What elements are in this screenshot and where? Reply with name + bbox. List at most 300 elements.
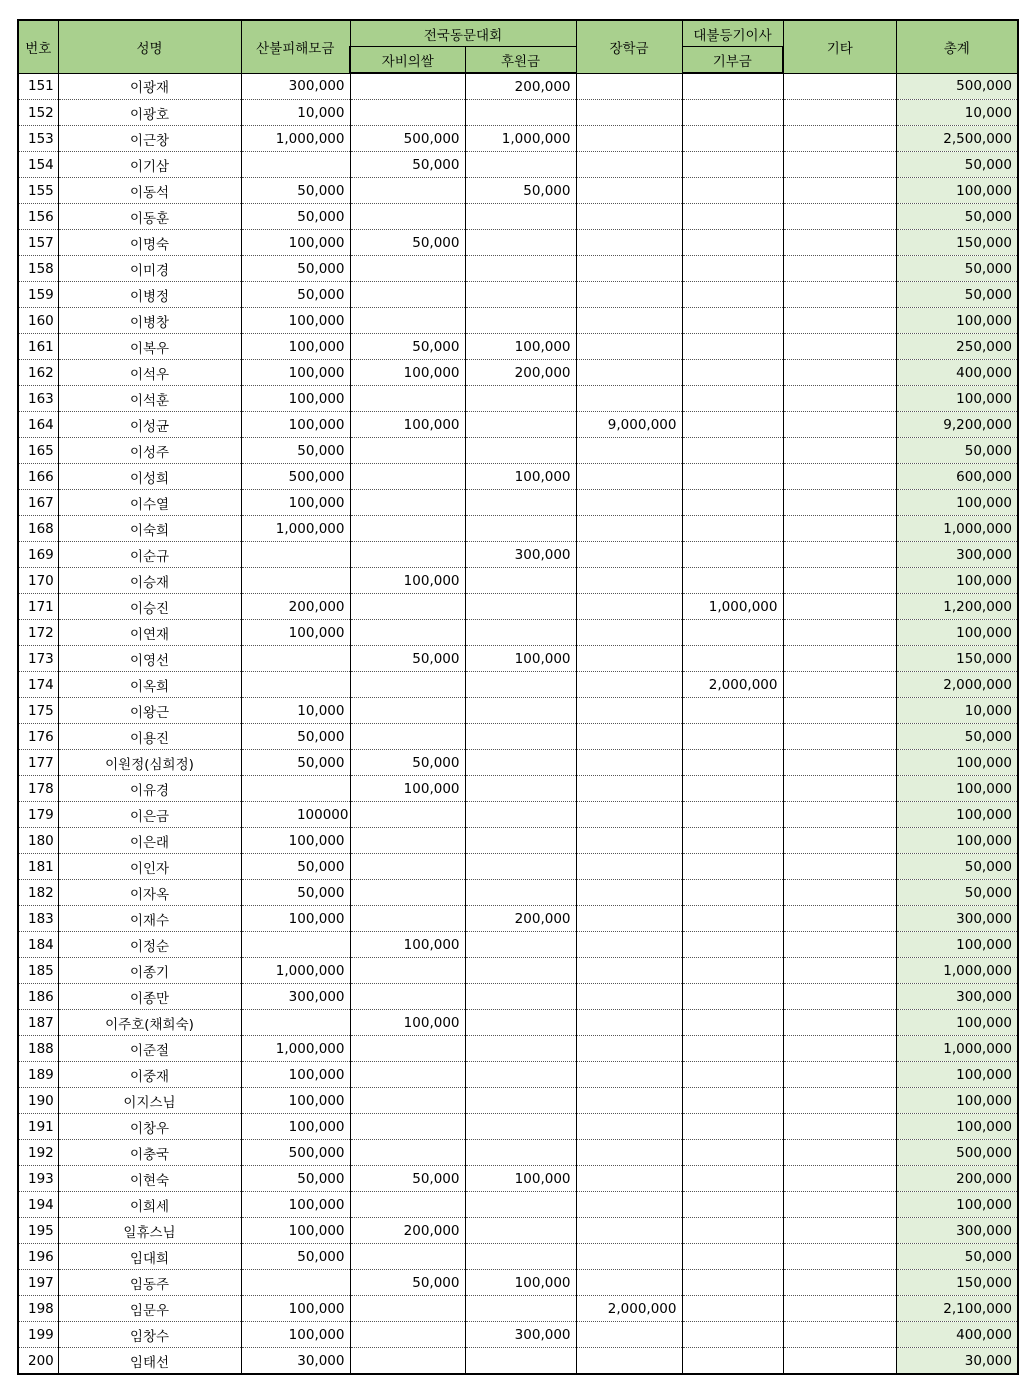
cell-scholarship — [576, 1036, 682, 1062]
cell-scholarship — [576, 1348, 682, 1375]
cell-name: 이유경 — [58, 776, 241, 802]
table-row — [18, 698, 1018, 724]
cell-donation — [682, 334, 783, 360]
cell-rice — [350, 1192, 465, 1218]
cell-scholarship — [576, 308, 682, 334]
cell-no: 175 — [18, 698, 58, 724]
cell-no: 166 — [18, 464, 58, 490]
cell-rice: 50,000 — [350, 230, 465, 256]
cell-donation — [682, 906, 783, 932]
cell-name: 이승진 — [58, 594, 241, 620]
cell-name: 이은래 — [58, 828, 241, 854]
cell-rice — [350, 1244, 465, 1270]
cell-fund: 200,000 — [241, 594, 350, 620]
cell-name: 이병정 — [58, 282, 241, 308]
cell-scholarship — [576, 230, 682, 256]
header-no: 번호 — [18, 20, 58, 73]
cell-other — [783, 126, 896, 152]
cell-name: 이종기 — [58, 958, 241, 984]
cell-donation — [682, 1348, 783, 1375]
cell-donation — [682, 724, 783, 750]
cell-scholarship — [576, 1088, 682, 1114]
cell-donation — [682, 178, 783, 204]
table-row — [18, 828, 1018, 854]
table-row — [18, 386, 1018, 412]
cell-support — [465, 854, 576, 880]
cell-other — [783, 1036, 896, 1062]
cell-total: 300,000 — [896, 906, 1018, 932]
cell-support — [465, 880, 576, 906]
cell-other — [783, 750, 896, 776]
cell-scholarship — [576, 906, 682, 932]
cell-fund: 500,000 — [241, 1140, 350, 1166]
cell-support: 100,000 — [465, 1166, 576, 1192]
header-total: 총계 — [896, 20, 1018, 73]
cell-name: 이동훈 — [58, 204, 241, 230]
cell-total: 50,000 — [896, 880, 1018, 906]
cell-fund: 50,000 — [241, 854, 350, 880]
cell-name: 임창수 — [58, 1322, 241, 1348]
cell-donation — [682, 412, 783, 438]
cell-no: 198 — [18, 1296, 58, 1322]
cell-total: 30,000 — [896, 1348, 1018, 1375]
cell-other — [783, 854, 896, 880]
cell-fund — [241, 1270, 350, 1296]
cell-no: 190 — [18, 1088, 58, 1114]
cell-fund: 1,000,000 — [241, 1036, 350, 1062]
cell-total: 150,000 — [896, 230, 1018, 256]
cell-rice — [350, 672, 465, 698]
table-row — [18, 854, 1018, 880]
cell-fund: 100,000 — [241, 1062, 350, 1088]
cell-fund: 1,000,000 — [241, 126, 350, 152]
header-rice: 자비의쌀 — [350, 47, 465, 74]
cell-total: 300,000 — [896, 984, 1018, 1010]
cell-total: 100,000 — [896, 386, 1018, 412]
table-row — [18, 1010, 1018, 1036]
table-row — [18, 1088, 1018, 1114]
cell-support — [465, 516, 576, 542]
cell-total: 100,000 — [896, 1062, 1018, 1088]
cell-scholarship — [576, 516, 682, 542]
cell-total: 50,000 — [896, 282, 1018, 308]
cell-no: 157 — [18, 230, 58, 256]
cell-rice — [350, 1348, 465, 1375]
cell-donation — [682, 1192, 783, 1218]
cell-rice: 100,000 — [350, 360, 465, 386]
cell-rice — [350, 1296, 465, 1322]
cell-fund: 300,000 — [241, 984, 350, 1010]
cell-no: 155 — [18, 178, 58, 204]
cell-other — [783, 438, 896, 464]
cell-no: 178 — [18, 776, 58, 802]
cell-no: 154 — [18, 152, 58, 178]
cell-scholarship — [576, 360, 682, 386]
cell-name: 이미경 — [58, 256, 241, 282]
cell-scholarship — [576, 1270, 682, 1296]
cell-fund: 50,000 — [241, 438, 350, 464]
cell-scholarship — [576, 880, 682, 906]
cell-no: 174 — [18, 672, 58, 698]
cell-other — [783, 646, 896, 672]
cell-donation — [682, 828, 783, 854]
cell-donation — [682, 308, 783, 334]
cell-support — [465, 1062, 576, 1088]
cell-support — [465, 490, 576, 516]
cell-total: 1,000,000 — [896, 1036, 1018, 1062]
cell-name: 이동석 — [58, 178, 241, 204]
cell-other — [783, 412, 896, 438]
cell-other — [783, 1296, 896, 1322]
table-row — [18, 334, 1018, 360]
cell-scholarship — [576, 854, 682, 880]
cell-other — [783, 360, 896, 386]
cell-donation — [682, 1140, 783, 1166]
cell-donation — [682, 256, 783, 282]
cell-name: 이자옥 — [58, 880, 241, 906]
cell-no: 183 — [18, 906, 58, 932]
cell-rice — [350, 516, 465, 542]
cell-name: 이성희 — [58, 464, 241, 490]
cell-scholarship — [576, 1166, 682, 1192]
cell-name: 이원정(심희정) — [58, 750, 241, 776]
cell-other — [783, 73, 896, 100]
cell-no: 169 — [18, 542, 58, 568]
cell-fund: 100,000 — [241, 1114, 350, 1140]
cell-total: 100,000 — [896, 1192, 1018, 1218]
cell-name: 이승재 — [58, 568, 241, 594]
cell-support — [465, 1010, 576, 1036]
cell-name: 이기삼 — [58, 152, 241, 178]
cell-fund: 100,000 — [241, 308, 350, 334]
cell-no: 196 — [18, 1244, 58, 1270]
cell-other — [783, 724, 896, 750]
cell-total: 2,500,000 — [896, 126, 1018, 152]
cell-fund: 50,000 — [241, 178, 350, 204]
cell-no: 152 — [18, 100, 58, 126]
cell-donation — [682, 802, 783, 828]
table-row — [18, 256, 1018, 282]
cell-no: 158 — [18, 256, 58, 282]
cell-other — [783, 256, 896, 282]
cell-scholarship — [576, 1140, 682, 1166]
cell-support: 1,000,000 — [465, 126, 576, 152]
cell-total: 100,000 — [896, 750, 1018, 776]
cell-support — [465, 412, 576, 438]
cell-other — [783, 1088, 896, 1114]
cell-total: 250,000 — [896, 334, 1018, 360]
cell-support — [465, 1296, 576, 1322]
cell-name: 이현숙 — [58, 1166, 241, 1192]
cell-support: 100,000 — [465, 334, 576, 360]
cell-total: 1,200,000 — [896, 594, 1018, 620]
cell-support: 100,000 — [465, 464, 576, 490]
cell-support — [465, 386, 576, 412]
cell-rice — [350, 906, 465, 932]
cell-fund: 300,000 — [241, 73, 350, 100]
cell-donation — [682, 646, 783, 672]
cell-total: 100,000 — [896, 1114, 1018, 1140]
cell-no: 186 — [18, 984, 58, 1010]
cell-donation — [682, 360, 783, 386]
cell-donation — [682, 204, 783, 230]
table-row — [18, 724, 1018, 750]
cell-support — [465, 1218, 576, 1244]
cell-donation — [682, 464, 783, 490]
cell-support — [465, 100, 576, 126]
cell-support: 100,000 — [465, 1270, 576, 1296]
cell-scholarship — [576, 646, 682, 672]
cell-donation: 2,000,000 — [682, 672, 783, 698]
cell-name: 이충국 — [58, 1140, 241, 1166]
cell-rice: 50,000 — [350, 334, 465, 360]
cell-no: 151 — [18, 73, 58, 100]
cell-donation — [682, 1296, 783, 1322]
cell-total: 100,000 — [896, 776, 1018, 802]
table-row — [18, 1270, 1018, 1296]
cell-no: 195 — [18, 1218, 58, 1244]
table-row — [18, 984, 1018, 1010]
cell-donation — [682, 958, 783, 984]
table-row — [18, 1036, 1018, 1062]
cell-name: 이인자 — [58, 854, 241, 880]
cell-no: 170 — [18, 568, 58, 594]
cell-scholarship — [576, 1010, 682, 1036]
cell-scholarship — [576, 542, 682, 568]
cell-other — [783, 958, 896, 984]
cell-donation — [682, 1218, 783, 1244]
cell-name: 이수열 — [58, 490, 241, 516]
cell-rice: 500,000 — [350, 126, 465, 152]
cell-no: 188 — [18, 1036, 58, 1062]
cell-fund — [241, 646, 350, 672]
cell-rice: 100,000 — [350, 932, 465, 958]
header-donation: 기부금 — [682, 47, 783, 74]
cell-rice — [350, 464, 465, 490]
cell-total: 100,000 — [896, 1010, 1018, 1036]
cell-rice: 100,000 — [350, 568, 465, 594]
table-row — [18, 1296, 1018, 1322]
cell-scholarship — [576, 672, 682, 698]
cell-no: 181 — [18, 854, 58, 880]
cell-donation — [682, 126, 783, 152]
cell-total: 50,000 — [896, 854, 1018, 880]
cell-support — [465, 1192, 576, 1218]
table-header — [18, 20, 1018, 73]
cell-name: 이성균 — [58, 412, 241, 438]
cell-name: 이종만 — [58, 984, 241, 1010]
cell-scholarship — [576, 1244, 682, 1270]
cell-rice — [350, 802, 465, 828]
cell-other — [783, 204, 896, 230]
cell-total: 50,000 — [896, 256, 1018, 282]
cell-rice: 50,000 — [350, 1166, 465, 1192]
cell-support — [465, 672, 576, 698]
cell-other — [783, 1062, 896, 1088]
table-row — [18, 282, 1018, 308]
cell-name: 이성주 — [58, 438, 241, 464]
table-row — [18, 646, 1018, 672]
cell-rice — [350, 1114, 465, 1140]
cell-other — [783, 542, 896, 568]
cell-other — [783, 568, 896, 594]
table-row — [18, 568, 1018, 594]
cell-total: 50,000 — [896, 204, 1018, 230]
cell-rice — [350, 282, 465, 308]
cell-scholarship: 2,000,000 — [576, 1296, 682, 1322]
cell-donation — [682, 1166, 783, 1192]
cell-scholarship — [576, 100, 682, 126]
cell-total: 150,000 — [896, 1270, 1018, 1296]
cell-support: 300,000 — [465, 542, 576, 568]
cell-support: 100,000 — [465, 646, 576, 672]
cell-donation — [682, 1010, 783, 1036]
table-row — [18, 178, 1018, 204]
cell-support — [465, 698, 576, 724]
table-row — [18, 1348, 1018, 1375]
cell-no: 172 — [18, 620, 58, 646]
cell-fund: 100,000 — [241, 1322, 350, 1348]
cell-fund — [241, 932, 350, 958]
cell-no: 179 — [18, 802, 58, 828]
cell-donation — [682, 984, 783, 1010]
cell-rice — [350, 100, 465, 126]
cell-name: 이광재 — [58, 73, 241, 100]
cell-donation — [682, 490, 783, 516]
cell-total: 50,000 — [896, 1244, 1018, 1270]
header-name: 성명 — [58, 20, 241, 73]
cell-fund: 500,000 — [241, 464, 350, 490]
cell-scholarship — [576, 1114, 682, 1140]
cell-other — [783, 1114, 896, 1140]
table-row — [18, 100, 1018, 126]
cell-donation — [682, 152, 783, 178]
cell-support — [465, 776, 576, 802]
cell-other — [783, 672, 896, 698]
cell-donation — [682, 776, 783, 802]
cell-total: 10,000 — [896, 100, 1018, 126]
cell-other — [783, 698, 896, 724]
cell-other — [783, 828, 896, 854]
cell-total: 100,000 — [896, 308, 1018, 334]
cell-donation — [682, 516, 783, 542]
cell-rice — [350, 438, 465, 464]
table-row — [18, 1114, 1018, 1140]
cell-support — [465, 750, 576, 776]
cell-scholarship — [576, 152, 682, 178]
cell-name: 이석훈 — [58, 386, 241, 412]
cell-support: 300,000 — [465, 1322, 576, 1348]
cell-scholarship — [576, 776, 682, 802]
cell-support — [465, 204, 576, 230]
cell-rice — [350, 256, 465, 282]
cell-donation — [682, 100, 783, 126]
cell-total: 100,000 — [896, 620, 1018, 646]
cell-rice: 50,000 — [350, 646, 465, 672]
cell-other — [783, 932, 896, 958]
cell-donation — [682, 1244, 783, 1270]
cell-donation: 1,000,000 — [682, 594, 783, 620]
cell-no: 167 — [18, 490, 58, 516]
cell-other — [783, 594, 896, 620]
cell-name: 이석우 — [58, 360, 241, 386]
cell-other — [783, 984, 896, 1010]
cell-total: 1,000,000 — [896, 516, 1018, 542]
cell-no: 176 — [18, 724, 58, 750]
cell-support — [465, 1140, 576, 1166]
cell-support: 200,000 — [465, 73, 576, 100]
table-row — [18, 490, 1018, 516]
cell-rice: 100,000 — [350, 1010, 465, 1036]
cell-support — [465, 958, 576, 984]
table-row — [18, 438, 1018, 464]
cell-donation — [682, 230, 783, 256]
cell-rice: 50,000 — [350, 1270, 465, 1296]
cell-rice: 200,000 — [350, 1218, 465, 1244]
cell-fund: 100,000 — [241, 906, 350, 932]
cell-no: 161 — [18, 334, 58, 360]
table-row — [18, 1140, 1018, 1166]
table-row — [18, 360, 1018, 386]
cell-fund — [241, 1010, 350, 1036]
cell-total: 500,000 — [896, 73, 1018, 100]
cell-donation — [682, 1088, 783, 1114]
cell-support — [465, 1114, 576, 1140]
table-row — [18, 152, 1018, 178]
cell-rice — [350, 828, 465, 854]
donation-table — [17, 19, 1019, 1375]
cell-scholarship — [576, 724, 682, 750]
cell-support — [465, 932, 576, 958]
cell-scholarship — [576, 958, 682, 984]
table-row — [18, 1218, 1018, 1244]
cell-name: 이연재 — [58, 620, 241, 646]
cell-rice: 100,000 — [350, 776, 465, 802]
cell-scholarship — [576, 1062, 682, 1088]
cell-name: 이복우 — [58, 334, 241, 360]
cell-support: 200,000 — [465, 360, 576, 386]
cell-donation — [682, 932, 783, 958]
cell-name: 이순규 — [58, 542, 241, 568]
cell-no: 164 — [18, 412, 58, 438]
cell-scholarship — [576, 334, 682, 360]
cell-support — [465, 1036, 576, 1062]
cell-fund: 50,000 — [241, 204, 350, 230]
cell-fund — [241, 672, 350, 698]
cell-other — [783, 490, 896, 516]
cell-fund: 100,000 — [241, 828, 350, 854]
cell-total: 50,000 — [896, 724, 1018, 750]
cell-other — [783, 230, 896, 256]
cell-name: 이왕근 — [58, 698, 241, 724]
cell-rice — [350, 984, 465, 1010]
cell-support — [465, 230, 576, 256]
table-row — [18, 594, 1018, 620]
table-row — [18, 880, 1018, 906]
cell-name: 이중재 — [58, 1062, 241, 1088]
cell-no: 187 — [18, 1010, 58, 1036]
cell-support: 50,000 — [465, 178, 576, 204]
cell-no: 168 — [18, 516, 58, 542]
cell-support — [465, 1088, 576, 1114]
cell-donation — [682, 1114, 783, 1140]
cell-rice: 50,000 — [350, 750, 465, 776]
cell-other — [783, 334, 896, 360]
cell-total: 100,000 — [896, 490, 1018, 516]
cell-scholarship: 9,000,000 — [576, 412, 682, 438]
cell-scholarship — [576, 438, 682, 464]
cell-no: 184 — [18, 932, 58, 958]
